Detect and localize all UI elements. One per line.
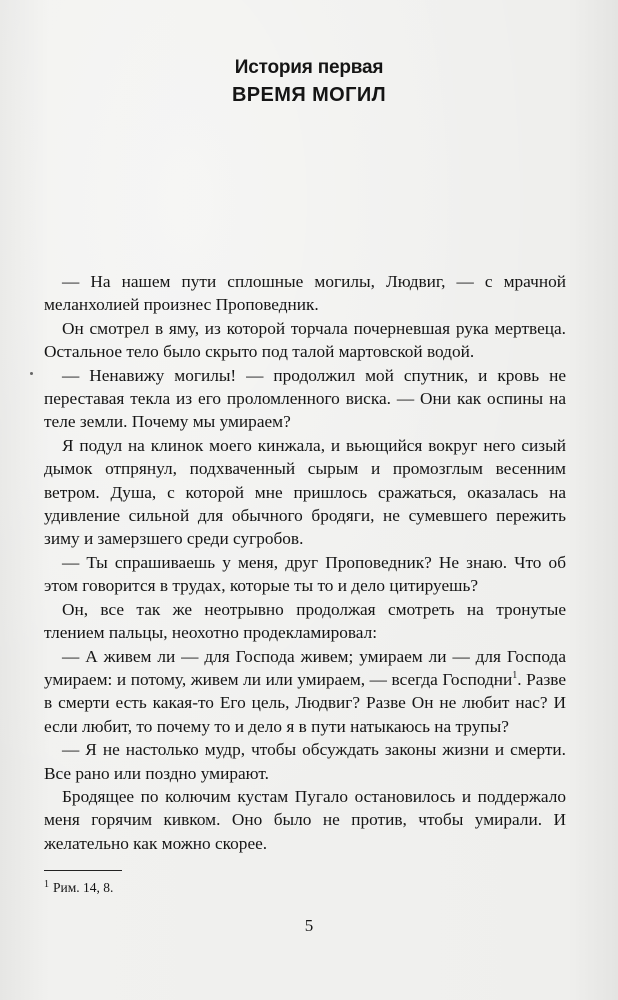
chapter-text bbox=[44, 270, 566, 855]
paragraph bbox=[44, 645, 566, 739]
page-number: 5 bbox=[304, 916, 314, 935]
paragraph-text: . Разве в смерти есть какая-то Его цель, Людвиг? Разве Он не любит нас? И если любит, то почему то и дело я в пути натыкаюсь на трупы? bbox=[44, 669, 567, 736]
paragraph: — Я не настолько мудр, чтобы обсуждать законы жизни и смерти. Все рано или поздно умирают. bbox=[44, 740, 566, 783]
footnote-separator bbox=[44, 870, 122, 871]
chapter-subtitle: История первая bbox=[234, 57, 384, 78]
paragraph: — Ненавижу могилы! — продолжил мой спутник, и кровь не переставая текла из его проломленного виска. — Они как оспины на теле земли. Почему мы умираем? bbox=[44, 365, 566, 432]
paragraph: Я подул на клинок моего кинжала, и вьющийся вокруг него сизый дымок отпрянул, подхваченный сырым и промозглым весенним ветром. Душа, с которой мне пришлось сражаться, оказалась на удивление сильной для обычного бродяги, не сумевшего пережить зиму и замерзшего среди сугробов. bbox=[44, 435, 566, 549]
chapter-title: ВРЕМЯ МОГИЛ bbox=[231, 84, 387, 106]
footnote-mark: 1 bbox=[44, 878, 49, 890]
paragraph: Он, все так же неотрывно продолжая смотреть на тронутые тлением пальцы, неохотно продекламировал: bbox=[44, 599, 566, 643]
paragraph: Бродящее по колючим кустам Пугало остановилось и поддержало меня горячим кивком. Оно было не против, чтобы умирали. И желательно как можно скорее. bbox=[44, 786, 566, 853]
paragraph-text: — А живем ли — для Господа живем; умираем ли — для Господа умираем: и потому, живем ли или умираем, — всегда Господни bbox=[44, 646, 566, 689]
footnote-text: Рим. 14, 8. bbox=[53, 880, 114, 895]
paragraph: — Ты спрашиваешь у меня, друг Проповедник? Не знаю. Что об этом говорится в трудах, которые ты то и дело цитируешь? bbox=[44, 552, 566, 596]
chapter-heading bbox=[0, 56, 618, 108]
footnote-reference[interactable]: 1 bbox=[512, 670, 518, 682]
footnote bbox=[44, 879, 113, 897]
paragraph: Он смотрел в яму, из которой торчала почерневшая рука мертвеца. Остальное тело было скрыто под талой мартовской водой. bbox=[44, 318, 566, 362]
print-speck bbox=[30, 372, 33, 375]
paragraph: — На нашем пути сплошные могилы, Людвиг, — с мрачной меланхолией произнес Проповедник. bbox=[44, 272, 566, 315]
